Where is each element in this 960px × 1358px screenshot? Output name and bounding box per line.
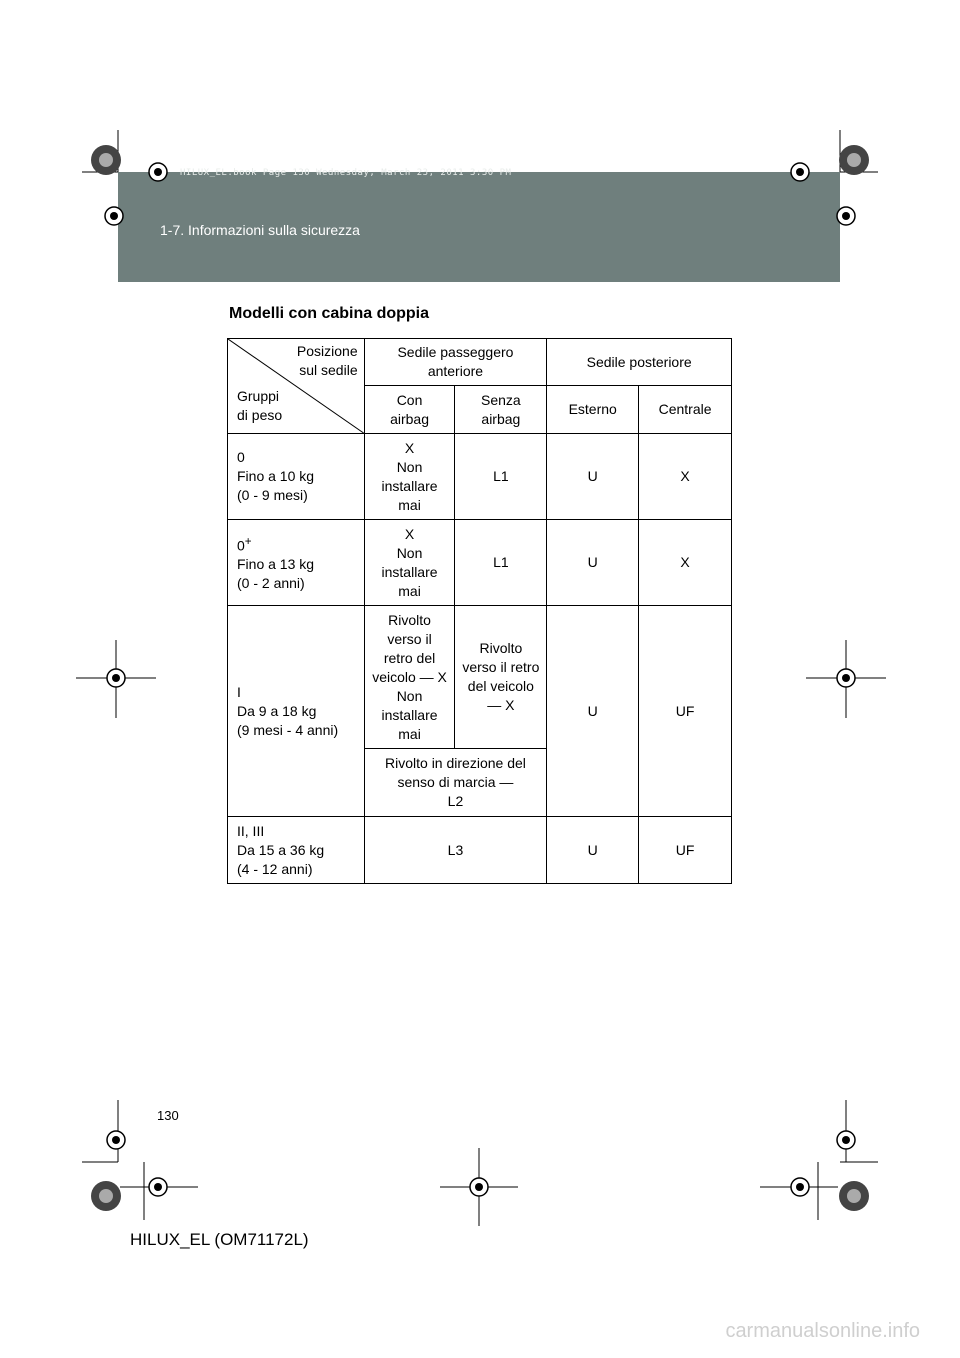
without-airbag-header: Senza airbag	[455, 386, 547, 434]
section-subtitle: Modelli con cabina doppia	[229, 305, 430, 322]
footer-code: HILUX_EL (OM71172L)	[130, 1230, 309, 1249]
child-seat-table	[227, 338, 732, 884]
center-cell: X	[639, 434, 732, 520]
with-airbag-cell: X Non installare mai	[364, 520, 455, 606]
table-row	[228, 434, 732, 520]
center-cell: UF	[639, 817, 732, 884]
table-row	[228, 520, 732, 606]
group-name: 0	[237, 537, 245, 554]
front-seat-cell: L3	[364, 817, 547, 884]
header-corner-cell	[228, 339, 365, 434]
group-label: Gruppi di peso	[237, 388, 283, 423]
group-name: 0	[237, 449, 245, 465]
group-detail: Fino a 10 kg (0 - 9 mesi)	[237, 468, 315, 503]
without-airbag-cell: L1	[455, 520, 547, 606]
center-cell: X	[639, 520, 732, 606]
group-superscript: +	[244, 534, 252, 548]
print-info: HILUX_EL.book Page 130 Wednesday, March 23, 2011 3:30 PM	[180, 168, 512, 178]
outer-cell: U	[547, 817, 639, 884]
watermark: carmanualsonline.info	[725, 1320, 920, 1342]
with-airbag-header: Con airbag	[364, 386, 455, 434]
group-cell: II, III Da 15 a 36 kg (4 - 12 anni)	[228, 817, 365, 884]
table-row	[228, 817, 732, 884]
group-cell	[228, 520, 365, 606]
group-detail: Fino a 13 kg (0 - 2 anni)	[237, 556, 315, 592]
front-seat-header: Sedile passeggero anteriore	[364, 339, 547, 386]
without-airbag-cell: Rivolto verso il retro del veicolo — X	[455, 606, 547, 749]
position-label: Posizione sul sedile	[296, 343, 358, 378]
with-airbag-cell: X Non installare mai	[364, 434, 455, 520]
center-cell: UF	[639, 606, 732, 817]
group-cell	[228, 434, 365, 520]
section-label: 1-7. Informazioni sulla sicurezza	[160, 222, 360, 238]
without-airbag-cell: L1	[455, 434, 547, 520]
outer-cell: U	[547, 520, 639, 606]
outer-header: Esterno	[547, 386, 639, 434]
page-number: 130	[157, 1108, 179, 1123]
with-airbag-cell: Rivolto verso il retro del veicolo — X Non installare mai	[364, 606, 455, 749]
outer-cell: U	[547, 434, 639, 520]
outer-cell: U	[547, 606, 639, 817]
rear-seat-header: Sedile posteriore	[547, 339, 732, 386]
forward-facing-cell: Rivolto in direzione del senso di marcia — L2	[364, 749, 547, 817]
center-header: Centrale	[639, 386, 732, 434]
group-cell: I Da 9 a 18 kg (9 mesi - 4 anni)	[228, 606, 365, 817]
table-row	[228, 606, 732, 749]
